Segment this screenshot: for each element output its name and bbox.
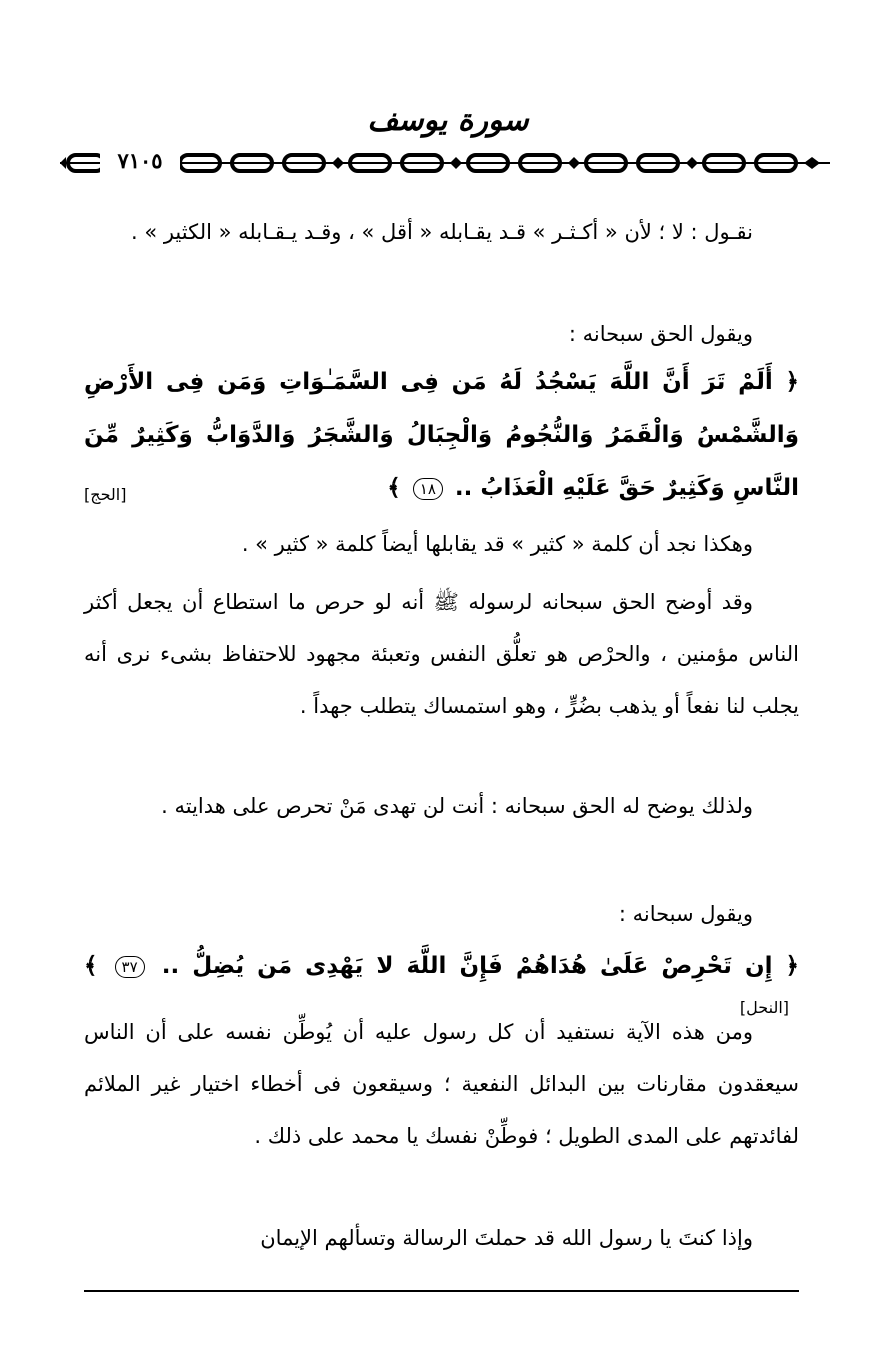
paragraph-intro-1: ويقول الحق سبحانه : (568, 322, 753, 346)
footer-divider (84, 1290, 799, 1292)
verse-1-number: ١٨ (413, 478, 443, 500)
paragraph-2: وهكذا نجد أن كلمة « كثير » قد يقابلها أيضاً كلمة « كثير » . (241, 532, 753, 556)
page-number: ٧١٠٥ (100, 146, 180, 176)
verse-2-reference: [النحل] (739, 998, 789, 1017)
verse-1-close-bracket: ﴾ (387, 475, 401, 501)
paragraph-6: وإذا كنتَ يا رسول الله قد حملتَ الرسالة وتسألهم الإيمان (260, 1226, 753, 1250)
verse-1-reference: [الحج] (84, 485, 127, 504)
surah-title: سورة يوسف (367, 103, 529, 138)
quran-verse-1 (84, 356, 799, 521)
paragraph-intro-2: ويقول سبحانه : (618, 902, 753, 926)
paragraph-1: نقـول : لا ؛ لأن « أكـثـر » قـد يقـابله « أقل » ، وقـد يـقـابله « الكثير » . (130, 220, 753, 244)
paragraph-5: ومن هذه الآية نستفيد أن كل رسول عليه أن يُوطِّن نفسه على أن الناس سيعقدون مقارنات بين البدائل النفعية ؛ وسيقعون فى أخطاء اختيار غير الملائم لفائدتهم على المدى الطويل ؛ فوطِّنْ نفسك يا محمد على ذلك . (84, 1020, 799, 1148)
verse-2-number: ٣٧ (115, 956, 145, 978)
verse-2-text: ﴿ إِن تَحْرِصْ عَلَىٰ هُدَاهُمْ فَإِنَّ اللَّهَ لا يَهْدِى مَن يُضِلُّ .. (161, 953, 799, 979)
verse-1-text: ﴿ أَلَمْ تَرَ أَنَّ اللَّهَ يَسْجُدُ لَهُ مَن فِى السَّمَـٰوَاتِ وَمَن فِى الأَرْضِ وَالشَّمْسُ وَالْقَمَرُ وَالنُّجُومُ وَالْجِبَالُ وَالشَّجَرُ وَالدَّوَابُّ وَكَثِيرٌ مِّنَ النَّاسِ وَكَثِيرٌ حَقَّ عَلَيْهِ الْعَذَابُ .. (84, 369, 799, 501)
verse-2-close-bracket: ﴾ (84, 953, 98, 979)
paragraph-3: وقد أوضح الحق سبحانه لرسوله ﷺ أنه لو حرص ما استطاع أن يجعل أكثر الناس مؤمنين ، والحرْص هو تعلُّق النفس وتعبئة مجهود للاحتفاظ بشىء نرى أنه يجلب لنا نفعاً أو يذهب بضُرٍّ ، وهو استمساك يتطلب جهداً . (84, 590, 799, 718)
paragraph-4: ولذلك يوضح له الحق سبحانه : أنت لن تهدى مَنْ تحرص على هدايته . (161, 794, 753, 818)
